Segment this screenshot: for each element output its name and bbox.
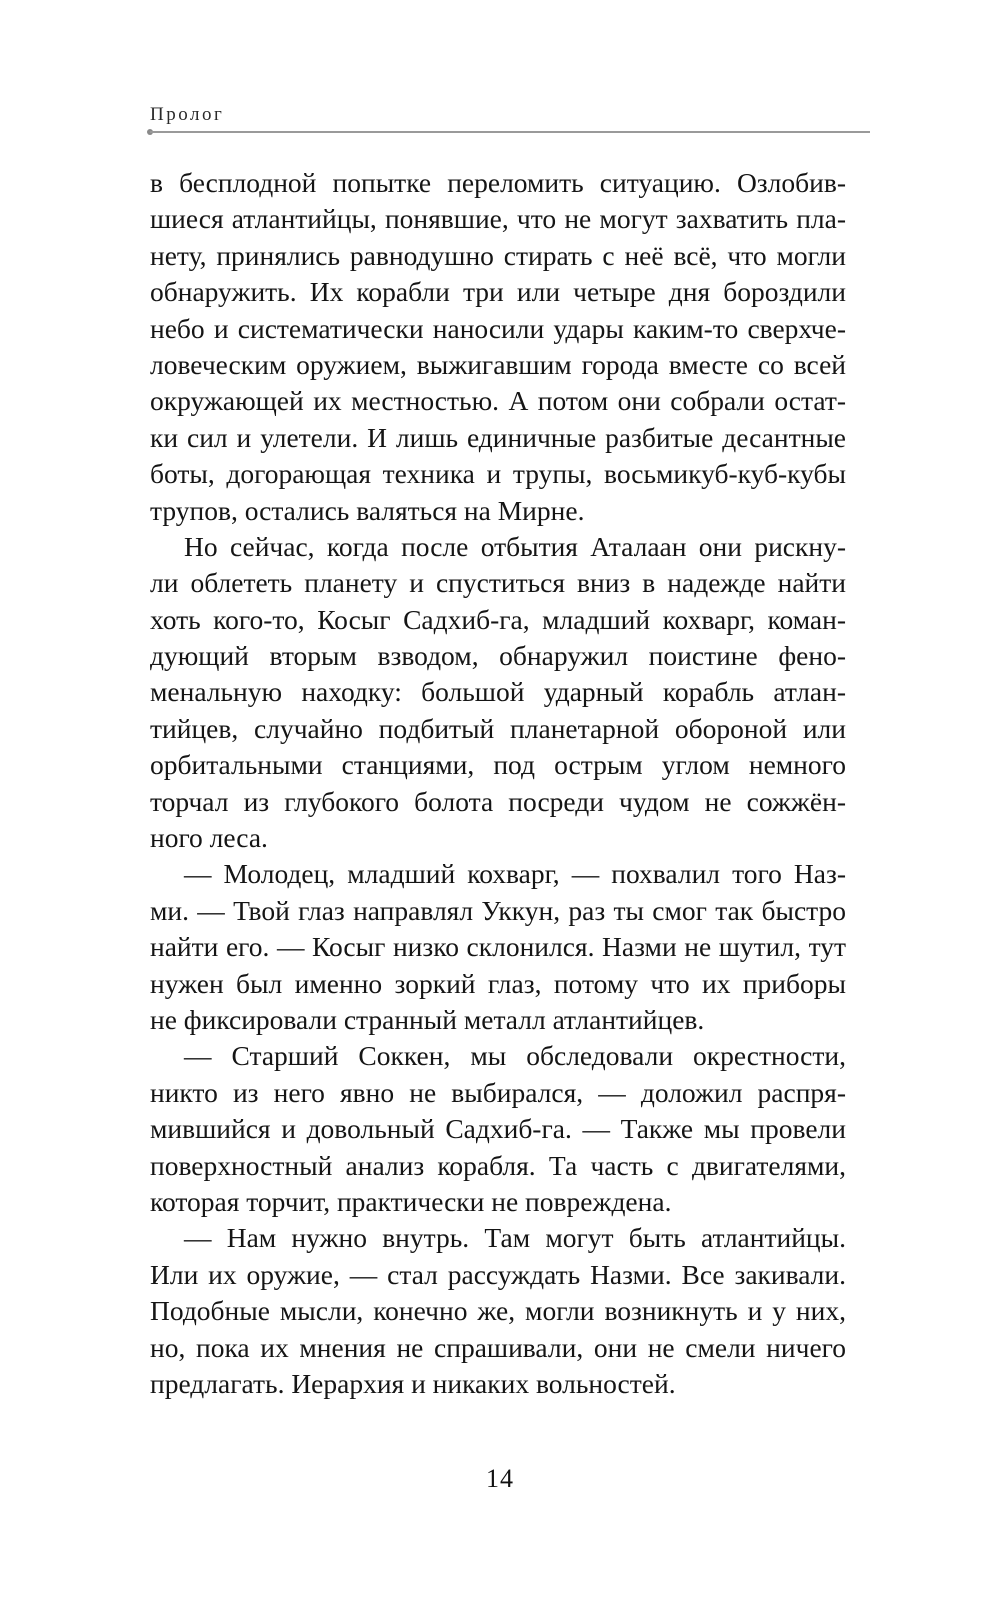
text-line: — Молодец, младший кохварг, — похвалил того Наз- — [184, 858, 846, 890]
text-line: найти его. — Косыг низко склонился. Назми не шутил, тут — [150, 931, 846, 963]
text-line: трупов, остались валяться на Мирне. — [150, 494, 585, 526]
text-line: — Старший Соккен, мы обследовали окрестности, — [184, 1040, 846, 1072]
text-line: ного леса. — [150, 822, 268, 854]
text-line: орбитальными станциями, под острым углом немного — [150, 749, 846, 781]
text-line: окружающей их местностью. А потом они собрали остат- — [150, 385, 846, 417]
text-line: которая торчит, практически не повреждена. — [150, 1185, 672, 1217]
text-line: но, пока их мнения не спрашивали, они не смели ничего — [150, 1331, 846, 1363]
text-line: Но сейчас, когда после отбытия Аталаан они рискну- — [184, 530, 846, 562]
text-line: поверхностный анализ корабля. Та часть с двигателями, — [150, 1149, 846, 1181]
text-line: хоть кого-то, Косыг Садхиб-га, младший кохварг, коман- — [150, 603, 846, 635]
text-line: торчал из глубокого болота посреди чудом не сожжён- — [150, 785, 846, 817]
header-rule — [150, 131, 870, 133]
text-line: нужен был именно зоркий глаз, потому что их приборы — [150, 967, 846, 999]
text-line: нету, принялись равнодушно стирать с неё всё, что могли — [150, 239, 846, 271]
paragraph — [150, 165, 846, 529]
paragraph — [150, 856, 846, 1038]
text-line: ли облететь планету и спуститься вниз в надежде найти — [150, 567, 846, 599]
paragraph — [150, 1220, 846, 1402]
text-line: боты, догорающая техника и трупы, восьмикуб-куб-кубы — [150, 458, 846, 490]
text-line: ловеческим оружием, выжигавшим города вместе со всей — [150, 348, 846, 380]
text-line: обнаружить. Их корабли три или четыре дня бороздили — [150, 276, 846, 308]
text-line: мившийся и довольный Садхиб-га. — Также мы провели — [150, 1113, 846, 1145]
body-text — [150, 165, 846, 1402]
text-line: ки сил и улетели. И лишь единичные разбитые десантные — [150, 421, 846, 453]
paragraph — [150, 1038, 846, 1220]
text-line: шиеся атлантийцы, понявшие, что не могут захватить пла- — [150, 203, 846, 235]
text-line: тийцев, случайно подбитый планетарной обороной или — [150, 712, 846, 744]
text-line: дующий вторым взводом, обнаружил поистине фено- — [150, 640, 846, 672]
text-line: Подобные мысли, конечно же, могли возникнуть и у них, — [150, 1295, 846, 1327]
text-line: ми. — Твой глаз направлял Уккун, раз ты смог так быстро — [150, 894, 846, 926]
text-line: — Нам нужно внутрь. Там могут быть атлантийцы. — [184, 1222, 846, 1254]
text-line: никто из него явно не выбирался, — доложил распря- — [150, 1076, 846, 1108]
page-number: 14 — [486, 1464, 514, 1493]
text-line: Или их оружие, — стал рассуждать Назми. Все закивали. — [150, 1258, 846, 1290]
running-head-title: Пролог — [150, 104, 225, 125]
text-line: небо и систематически наносили удары каким-то сверхче- — [150, 312, 846, 344]
text-line: предлагать. Иерархия и никаких вольностей. — [150, 1367, 676, 1399]
text-line: не фиксировали странный металл атлантийцев. — [150, 1003, 705, 1035]
paragraph — [150, 529, 846, 857]
text-line: менальную находку: большой ударный корабль атлан- — [150, 676, 846, 708]
text-line: в бесплодной попытке переломить ситуацию. Озлобив- — [150, 167, 846, 198]
